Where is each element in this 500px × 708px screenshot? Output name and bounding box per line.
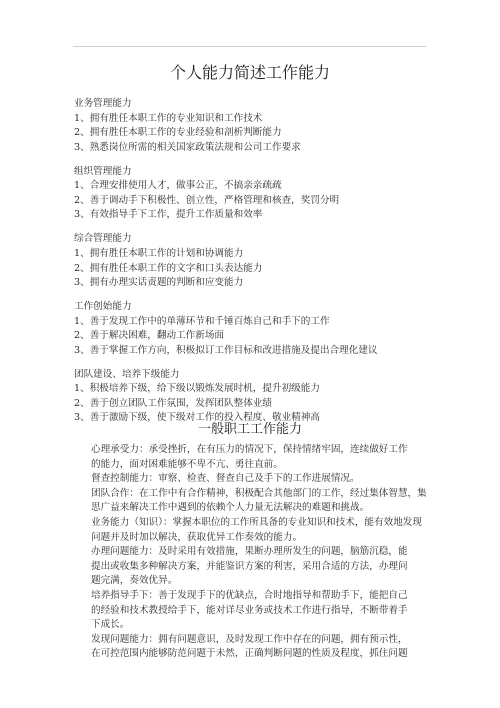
general-abilities [91, 443, 427, 662]
paragraph-line: 团队合作：在工作中有合作精神，积极配合其他部门的工作，经过集体智慧，集 [91, 487, 427, 499]
ability-sections [74, 97, 434, 435]
paragraph-line: 发现问题能力：拥有问题意识，及时发现工作中存在的问题，拥有预示性， [91, 633, 408, 645]
paragraph-line: 题完满，奏效优异。 [91, 575, 178, 587]
list-item: 2、善于调动手下积极性、创立性，严格管理和核查，奖罚分明 [74, 194, 340, 206]
section-heading: 综合管理能力 [74, 233, 132, 245]
section-heading: 组织管理能力 [74, 165, 132, 177]
section-team-building [74, 368, 434, 426]
paragraph-supervision [91, 472, 421, 487]
paragraph-line: 思广益来解决工作中遇到的依赖个人力量无法解决的难题和挑战。 [91, 502, 370, 514]
paragraph-line: 的经验和技术教授给手下，能对详尽业务或技术工作进行指导，不断带着手 [91, 604, 408, 616]
paragraph-teamwork [91, 487, 427, 516]
paragraph-problem-discovery [91, 633, 421, 662]
section-comprehensive-management [74, 232, 434, 290]
list-item: 3、有效指导手下工作，提升工作质量和效率 [74, 209, 263, 221]
list-item: 1、拥有胜任本职工作的专业知识和工作技术 [74, 112, 263, 124]
section-subtitle: 一般职工工作能力 [197, 422, 302, 437]
paragraph-line: 业务能力（知识）：掌握本职位的工作所具备的专业知识和技术，能有效地发现 [91, 516, 422, 528]
paragraph-line: 下成长。 [91, 619, 130, 631]
list-item: 2、拥有胜任本职工作的专业经验和剖析判断能力 [74, 127, 282, 139]
paragraph-line: 问题并及时加以解决，获取优异工作奏效的能力。 [91, 531, 303, 543]
paragraph-business-knowledge [91, 516, 421, 545]
page-title: 个人能力简述工作能力 [169, 63, 330, 82]
list-item: 2、善于创立团队工作氛围，发挥团队整体业绩 [74, 397, 272, 409]
section-business-management [74, 97, 434, 155]
list-item: 3、善于激励下级，使下级对工作的投入程度、敬业精神高 [74, 412, 320, 424]
paragraph-line: 提出或收集多种解决方案，并能鉴识方案的利害，采用合适的方法，办理问 [91, 560, 408, 572]
list-item: 2、拥有胜任本职工作的文字和口头表达能力 [74, 262, 263, 274]
list-item: 2、善于解决困难，翻动工作新场面 [74, 330, 225, 342]
section-heading: 业务管理能力 [74, 98, 132, 109]
list-item: 1、拥有胜任本职工作的计划和协调能力 [74, 247, 244, 259]
section-organization-management [74, 165, 434, 223]
paragraph-mentoring [91, 589, 421, 633]
list-item: 3、拥有办理实话责题的判断和应变能力 [74, 277, 244, 289]
paragraph-line: 在可控范围内能够防范问题于未然，正确判断问题的性质及程度，抓住问题 [91, 648, 408, 660]
paragraph-line: 督查控制能力：审察、检查、督查自己及手下的工作进展情况。 [91, 473, 360, 485]
paragraph-line: 培养指导手下：善于发现手下的优缺点，合时地指导和帮助手下，能把自己 [91, 589, 408, 601]
paragraph-problem-handling [91, 545, 421, 589]
paragraph-line: 心理承受力：承受挫折，在有压力的情况下，保持情绪牢固，连续做好工作 [91, 444, 408, 455]
paragraph-stress-tolerance [91, 443, 421, 472]
section-heading: 团队建设、培养下级能力 [74, 368, 180, 380]
paragraph-line: 办理问题能力：及时采用有效措施，果断办理所发生的问题，脑筋沉稳，能 [91, 546, 408, 558]
list-item: 3、善于掌握工作方向，积极拟订工作目标和改进措施及提出合理化建议 [74, 344, 378, 356]
list-item: 1、善于发现工作中的单薄环节和千锤百炼自己和手下的工作 [74, 315, 330, 327]
list-item: 3、熟悉岗位所需的相关国家政策法规和公司工作要求 [74, 141, 301, 153]
section-heading: 工作创始能力 [74, 301, 132, 313]
list-item: 1、积极培养下级，给下级以锻炼发展时机，提升初级能力 [74, 383, 320, 395]
list-item: 1、合理安排使用人才，做事公正，不搞亲亲疏疏 [74, 180, 282, 192]
header-divider [73, 46, 426, 47]
section-work-innovation [74, 300, 434, 358]
paragraph-line: 的能力，面对困难能够不卑不亢、勇往直前。 [91, 458, 283, 470]
